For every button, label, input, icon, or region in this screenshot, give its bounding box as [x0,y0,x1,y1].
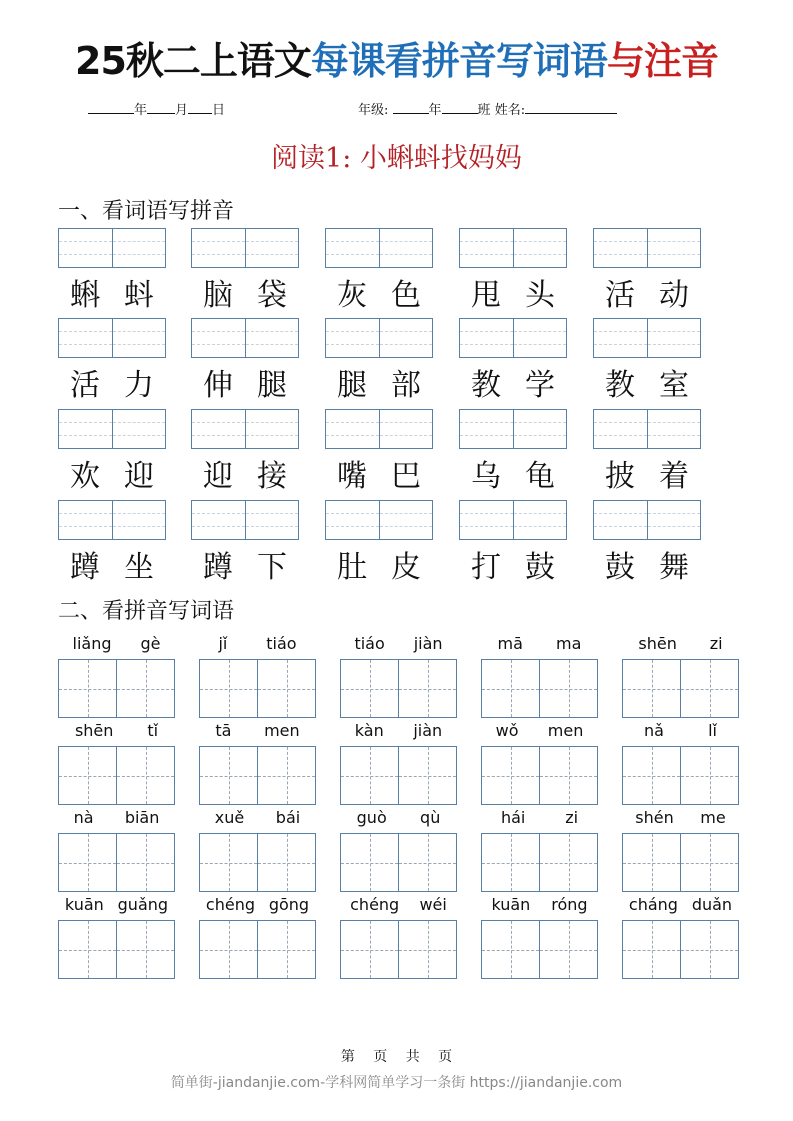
character: 蝌 [70,278,100,313]
writing-cell[interactable] [379,229,433,267]
word-item [191,360,299,404]
class-label: 班 [477,103,491,118]
writing-cell[interactable] [112,319,166,357]
writing-cell[interactable] [513,410,567,448]
pinyin-syllable: chéng [350,895,400,914]
pinyin-writing-box[interactable] [191,500,299,540]
tianzige-cell[interactable] [257,921,315,978]
character: 坐 [124,550,154,585]
grade-year-label: 年 [428,103,442,118]
character: 着 [659,459,689,494]
writing-cell[interactable] [647,410,701,448]
writing-cell[interactable] [513,229,567,267]
writing-cell[interactable] [594,501,647,539]
pinyin-syllable: biān [124,808,160,827]
tianzige-cell[interactable] [680,660,738,717]
tianzige-cell[interactable] [398,834,456,891]
character: 学 [525,368,555,403]
writing-cell[interactable] [326,410,379,448]
character-writing-box[interactable] [481,833,598,892]
pinyin-item [622,895,739,914]
pinyin-item [199,808,316,827]
pinyin-writing-box[interactable] [191,228,299,268]
writing-cell[interactable] [326,319,379,357]
character-writing-box[interactable] [199,746,316,805]
tianzige-cell[interactable] [200,747,257,804]
pinyin-syllable: lǐ [708,721,717,740]
word-item [58,360,166,404]
character: 下 [257,550,287,585]
tianzige-cell[interactable] [539,747,597,804]
word-item [593,270,701,314]
pinyin-syllable: róng [551,895,588,914]
character-writing-box[interactable] [58,833,175,892]
character-writing-box[interactable] [340,833,457,892]
pinyin-writing-box[interactable] [191,409,299,449]
pinyin-syllable: zi [709,634,723,653]
character-writing-box[interactable] [622,833,739,892]
character: 蹲 [203,550,233,585]
pinyin-syllable: liǎng [72,634,112,653]
character: 腿 [337,368,367,403]
character: 教 [471,368,501,403]
tianzige-cell[interactable] [398,921,456,978]
character: 龟 [525,459,555,494]
character: 迎 [203,459,233,494]
character: 披 [605,459,635,494]
pinyin-syllable: chéng [205,895,255,914]
word-item [459,270,567,314]
writing-cell[interactable] [112,229,166,267]
writing-cell[interactable] [647,319,701,357]
tianzige-cell[interactable] [116,660,174,717]
section2-heading: 二、看拼音写词语 [58,599,235,624]
pinyin-item [622,634,739,653]
character: 嘴 [337,459,367,494]
character: 头 [525,278,555,313]
writing-cell[interactable] [594,319,647,357]
pinyin-writing-box[interactable] [593,500,701,540]
writing-cell[interactable] [460,319,513,357]
year-label: 年 [134,103,148,118]
pinyin-syllable: gè [140,634,161,653]
pinyin-writing-box[interactable] [593,409,701,449]
writing-cell[interactable] [245,410,299,448]
pinyin-syllable: bái [275,808,301,827]
pinyin-item [481,721,598,740]
tianzige-cell[interactable] [680,921,738,978]
character-writing-box[interactable] [58,920,175,979]
character: 灰 [337,278,367,313]
word-item [58,451,166,495]
watermark-footer: 简单街-jiandanjie.com-学科网简单学习一条街 https://jiandanjie.com [170,1075,623,1091]
writing-cell[interactable] [326,229,379,267]
character: 打 [471,550,501,585]
character-writing-box[interactable] [340,920,457,979]
character: 蚪 [124,278,154,313]
word-item [459,451,567,495]
pinyin-syllable: tiáo [266,634,297,653]
character: 甩 [471,278,501,313]
writing-cell[interactable] [192,229,245,267]
character: 活 [605,278,635,313]
pinyin-syllable: kuān [64,895,104,914]
tianzige-cell[interactable] [59,921,116,978]
tianzige-cell[interactable] [482,660,539,717]
pinyin-item [481,808,598,827]
tianzige-cell[interactable] [257,660,315,717]
pinyin-syllable: duǎn [691,895,733,914]
writing-cell[interactable] [192,319,245,357]
pinyin-syllable: mā [497,634,523,653]
character: 接 [257,459,287,494]
writing-cell[interactable] [112,501,166,539]
word-item [325,542,433,586]
day-label: 日 [212,103,226,118]
character: 乌 [471,459,501,494]
character-writing-box[interactable] [340,659,457,718]
writing-cell[interactable] [245,501,299,539]
tianzige-cell[interactable] [623,921,680,978]
character: 迎 [124,459,154,494]
tianzige-cell[interactable] [116,834,174,891]
pinyin-item [340,895,457,914]
tianzige-cell[interactable] [482,747,539,804]
tianzige-cell[interactable] [398,660,456,717]
pinyin-writing-box[interactable] [459,228,567,268]
pinyin-syllable: kàn [354,721,384,740]
pinyin-syllable: nà [73,808,94,827]
pinyin-item [340,808,457,827]
tianzige-cell[interactable] [680,834,738,891]
pinyin-writing-box[interactable] [58,500,166,540]
student-info-line [358,99,617,118]
pinyin-item [58,808,175,827]
pinyin-item [58,634,175,653]
pinyin-writing-box[interactable] [325,500,433,540]
tianzige-cell[interactable] [257,747,315,804]
pinyin-syllable: shēn [638,634,677,653]
tianzige-cell[interactable] [59,747,116,804]
character-writing-box[interactable] [199,659,316,718]
pinyin-syllable: tiáo [354,634,385,653]
pinyin-writing-box[interactable] [325,409,433,449]
pinyin-writing-box[interactable] [459,318,567,358]
lesson-title: 阅读1: 小蝌蚪找妈妈 [271,143,522,174]
section1-heading: 一、看词语写拼音 [58,199,235,224]
pinyin-writing-box[interactable] [58,228,166,268]
writing-cell[interactable] [594,229,647,267]
character: 活 [70,368,100,403]
character: 腿 [257,368,287,403]
tianzige-cell[interactable] [539,834,597,891]
character-writing-box[interactable] [58,659,175,718]
word-item [58,542,166,586]
pinyin-writing-box[interactable] [593,318,701,358]
word-item [593,360,701,404]
pinyin-syllable: kuān [491,895,531,914]
pinyin-writing-box[interactable] [593,228,701,268]
tianzige-cell[interactable] [116,747,174,804]
character: 皮 [391,550,421,585]
character-writing-box[interactable] [199,833,316,892]
character: 鼓 [605,550,635,585]
pinyin-syllable: zi [565,808,579,827]
character-writing-box[interactable] [58,746,175,805]
tianzige-cell[interactable] [623,834,680,891]
writing-cell[interactable] [460,501,513,539]
writing-cell[interactable] [647,501,701,539]
pinyin-item [199,634,316,653]
character: 蹲 [70,550,100,585]
writing-cell[interactable] [379,319,433,357]
tianzige-cell[interactable] [116,921,174,978]
writing-cell[interactable] [112,410,166,448]
name-label: 姓名: [494,103,526,118]
writing-cell[interactable] [379,501,433,539]
character: 动 [659,278,689,313]
pinyin-syllable: ma [556,634,582,653]
writing-cell[interactable] [245,229,299,267]
writing-cell[interactable] [192,410,245,448]
pinyin-syllable: shēn [74,721,114,740]
word-item [325,360,433,404]
pinyin-syllable: gōng [268,895,310,914]
pinyin-writing-box[interactable] [325,228,433,268]
pinyin-syllable: men [264,721,300,740]
pinyin-writing-box[interactable] [58,409,166,449]
grade-label: 年级: [358,103,389,118]
tianzige-cell[interactable] [482,834,539,891]
character: 鼓 [525,550,555,585]
character: 力 [124,368,154,403]
writing-cell[interactable] [59,501,112,539]
character-writing-box[interactable] [340,746,457,805]
pinyin-syllable: jiàn [413,634,443,653]
writing-cell[interactable] [245,319,299,357]
tianzige-cell[interactable] [398,747,456,804]
pinyin-syllable: xuě [214,808,245,827]
writing-cell[interactable] [59,410,112,448]
character: 袋 [257,278,287,313]
date-line [88,99,225,118]
writing-cell[interactable] [647,229,701,267]
character-writing-box[interactable] [199,920,316,979]
tianzige-cell[interactable] [341,921,398,978]
tianzige-cell[interactable] [59,834,116,891]
character: 脑 [203,278,233,313]
writing-cell[interactable] [460,410,513,448]
writing-cell[interactable] [460,229,513,267]
character: 部 [391,368,421,403]
character-writing-box[interactable] [622,659,739,718]
character: 欢 [70,459,100,494]
character: 色 [391,278,421,313]
character: 舞 [659,550,689,585]
writing-cell[interactable] [594,410,647,448]
pinyin-item [622,808,739,827]
pinyin-item [481,895,598,914]
tianzige-cell[interactable] [200,660,257,717]
pinyin-item [340,634,457,653]
pinyin-syllable: jiàn [413,721,443,740]
tianzige-cell[interactable] [623,660,680,717]
tianzige-cell[interactable] [59,660,116,717]
writing-cell[interactable] [192,501,245,539]
word-item [593,542,701,586]
pinyin-writing-box[interactable] [325,318,433,358]
pinyin-syllable: me [700,808,726,827]
tianzige-cell[interactable] [680,747,738,804]
tianzige-cell[interactable] [539,921,597,978]
writing-cell[interactable] [513,319,567,357]
writing-cell[interactable] [59,229,112,267]
pinyin-item [481,634,598,653]
tianzige-cell[interactable] [539,660,597,717]
pinyin-item [58,721,175,740]
pinyin-syllable: guǎng [117,895,169,914]
title-part-1: 25秋二上语文 [75,39,311,83]
pinyin-syllable: tǐ [147,721,159,740]
pinyin-item [58,895,175,914]
tianzige-cell[interactable] [482,921,539,978]
writing-cell[interactable] [379,410,433,448]
pinyin-item [622,721,739,740]
page-number: 第 页 共 页 [340,1049,453,1065]
pinyin-syllable: cháng [628,895,678,914]
tianzige-cell[interactable] [341,747,398,804]
pinyin-item [199,895,316,914]
character-writing-box[interactable] [622,920,739,979]
tianzige-cell[interactable] [200,834,257,891]
word-item [191,270,299,314]
character: 教 [605,368,635,403]
word-item [459,542,567,586]
character-writing-box[interactable] [622,746,739,805]
pinyin-syllable: tā [215,721,232,740]
pinyin-item [199,721,316,740]
pinyin-syllable: hái [500,808,526,827]
word-item [191,542,299,586]
pinyin-syllable: wǒ [495,721,519,740]
pinyin-syllable: men [547,721,584,740]
pinyin-item [340,721,457,740]
month-label: 月 [175,103,189,118]
pinyin-writing-box[interactable] [459,500,567,540]
title-part-2: 每课看拼音写词语 [310,39,607,83]
pinyin-syllable: guò [356,808,387,827]
character: 巴 [391,459,421,494]
character: 室 [659,368,689,403]
writing-cell[interactable] [513,501,567,539]
character-writing-box[interactable] [481,920,598,979]
character: 肚 [337,550,367,585]
word-item [58,270,166,314]
page-title [0,30,793,85]
pinyin-syllable: jǐ [218,634,228,653]
tianzige-cell[interactable] [341,660,398,717]
title-part-3: 与注音 [606,39,718,83]
tianzige-cell[interactable] [200,921,257,978]
pinyin-writing-box[interactable] [459,409,567,449]
word-item [325,270,433,314]
tianzige-cell[interactable] [257,834,315,891]
character-writing-box[interactable] [481,746,598,805]
writing-cell[interactable] [326,501,379,539]
pinyin-syllable: wéi [419,895,447,914]
word-item [191,451,299,495]
tianzige-cell[interactable] [623,747,680,804]
pinyin-writing-box[interactable] [191,318,299,358]
tianzige-cell[interactable] [341,834,398,891]
writing-cell[interactable] [59,319,112,357]
character-writing-box[interactable] [481,659,598,718]
word-item [593,451,701,495]
pinyin-syllable: qù [420,808,441,827]
character: 伸 [203,368,233,403]
pinyin-syllable: nǎ [644,721,664,740]
word-item [325,451,433,495]
pinyin-writing-box[interactable] [58,318,166,358]
pinyin-syllable: shén [635,808,674,827]
word-item [459,360,567,404]
